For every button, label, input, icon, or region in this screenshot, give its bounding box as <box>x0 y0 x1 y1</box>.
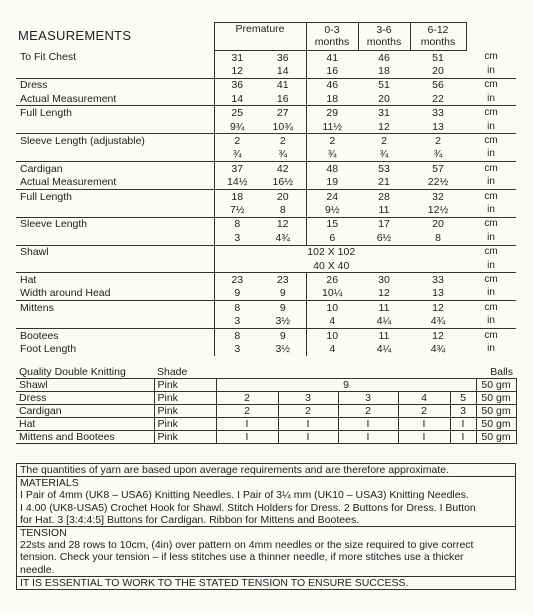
yarn-row-dress: Dress Pink 2 3 3 4 5 50 gm <box>16 392 516 405</box>
col-premature: Premature <box>214 23 306 51</box>
label-foot-length: Foot Length <box>16 342 214 356</box>
col-3-6-months: 3-6 months <box>358 23 410 51</box>
label-cardigan-sleeve: Sleeve Length <box>16 217 214 231</box>
materials-line-1: I Pair of 4mm (UK8 – USA6) Knitting Needles. I Pair of 3¼ mm (UK10 – USA3) Knitting Needles. <box>20 489 469 502</box>
yarn-quality-title: Quality Double Knitting <box>16 366 154 379</box>
yarn-row-hat: Hat Pink I I I I I 50 gm <box>16 418 516 431</box>
yarn-header <box>16 366 516 379</box>
yarn-row-mittens-bootees: Mittens and Bootees Pink I I I I I 50 gm <box>16 431 516 444</box>
row-dress-length-in: 9¾ 10¾ 11½ 12 13 in <box>16 120 516 134</box>
col-6-12-months: 6-12 months <box>410 23 466 51</box>
label-dress-length: Full Length <box>16 106 214 120</box>
label-sleeve-adjustable: Sleeve Length (adjustable) <box>16 134 214 148</box>
yarn-row-shawl: Shawl Pink 9 50 gm <box>16 379 516 392</box>
label-hat-width: Width around Head <box>16 287 214 301</box>
yarn-quantity-table <box>16 366 517 444</box>
tension-warning: IT IS ESSENTIAL TO WORK TO THE STATED TENSION TO ENSURE SUCCESS. <box>20 576 409 589</box>
tension-line-3: needle. <box>17 564 515 577</box>
measurements-header <box>16 23 516 51</box>
row-cardigan-length-cm: Full Length 18 20 24 28 32 cm <box>16 189 516 203</box>
materials-line-2: I 4.00 (UK8-USA5) Crochet Hook for Shawl. Stitch Holders for Dress. 2 Buttons for Dress. I Button <box>20 501 476 514</box>
label-chest: To Fit Chest <box>16 50 214 64</box>
row-cardigan-sleeve-in: 3 4¾ 6 6½ 8 in <box>16 231 516 245</box>
row-cardigan-in: Actual Measurement 14½ 16½ 19 21 22½ in <box>16 175 516 189</box>
row-dress-length-cm: Full Length 25 27 29 31 33 cm <box>16 106 516 120</box>
row-dress-in: Actual Measurement 14 16 18 20 22 in <box>16 92 516 106</box>
row-dress-cm: Dress 36 41 46 51 56 cm <box>16 78 516 92</box>
label-cardigan-length: Full Length <box>16 189 214 203</box>
shawl-in-value: 40 X 40 <box>214 259 410 273</box>
row-sleeve-in: ¾ ¾ ¾ ¾ ¾ in <box>16 148 516 162</box>
row-mittens-cm: Mittens 8 9 10 11 12 cm <box>16 301 516 315</box>
row-cardigan-length-in: 7½ 8 9½ 11 12½ in <box>16 203 516 217</box>
row-shawl-cm: Shawl 102 X 102 cm <box>16 245 516 259</box>
label-hat: Hat <box>16 273 214 287</box>
col-0-3-months: 0-3 months <box>306 23 358 51</box>
balls-header: Balls <box>450 366 516 379</box>
row-chest-cm: To Fit Chest 31 36 41 46 51 cm <box>16 50 516 64</box>
row-mittens-in: 3 3½ 4 4¼ 4¾ in <box>16 315 516 329</box>
row-cardigan-sleeve-cm: Sleeve Length 8 12 15 17 20 cm <box>16 217 516 231</box>
measurements-table <box>16 22 516 356</box>
shade-header: Shade <box>154 366 216 379</box>
label-cardigan: Cardigan <box>16 162 214 176</box>
label-shawl: Shawl <box>16 245 214 259</box>
yarn-row-cardigan: Cardigan Pink 2 2 2 2 3 50 gm <box>16 405 516 418</box>
tension-heading: TENSION <box>20 527 67 540</box>
row-hat-cm: Hat 23 23 26 30 33 cm <box>16 273 516 287</box>
label-dress: Dress <box>16 78 214 92</box>
label-dress-actual: Actual Measurement <box>16 92 214 106</box>
pattern-notes <box>16 463 516 590</box>
row-bootees-in: Foot Length 3 3½ 4 4¼ 4¾ in <box>16 342 516 356</box>
row-sleeve-cm: Sleeve Length (adjustable) 2 2 2 2 2 cm <box>16 134 516 148</box>
label-mittens: Mittens <box>16 301 214 315</box>
tension-line-1: 22sts and 28 rows to 10cm, (4in) over pattern on 4mm needles or the size required to give correct <box>20 539 474 552</box>
row-bootees-cm: Bootees 8 9 10 11 12 cm <box>16 328 516 342</box>
materials-line-3: for Hat. 3 [3:4:4:5] Buttons for Cardigan. Ribbon for Mittens and Bootees. <box>17 514 515 527</box>
shawl-cm-value: 102 X 102 <box>307 246 356 259</box>
row-cardigan-cm: Cardigan 37 42 48 53 57 cm <box>16 162 516 176</box>
row-chest-in: 12 14 16 18 20 in <box>16 64 516 78</box>
yarn-note: The quantities of yarn are based upon average requirements and are therefore approximate. <box>17 464 515 477</box>
label-cardigan-actual: Actual Measurement <box>16 175 214 189</box>
row-hat-in: Width around Head 9 9 10¼ 12 13 in <box>16 287 516 301</box>
measurements-title: MEASUREMENTS <box>18 28 132 44</box>
materials-heading: MATERIALS <box>20 477 79 490</box>
label-bootees: Bootees <box>16 328 214 342</box>
tension-line-2: tension. Check your tension – if less stitches use a thinner needle, if more stitches use a thicker <box>20 551 464 564</box>
row-shawl-in: 40 X 40 in <box>16 259 516 273</box>
